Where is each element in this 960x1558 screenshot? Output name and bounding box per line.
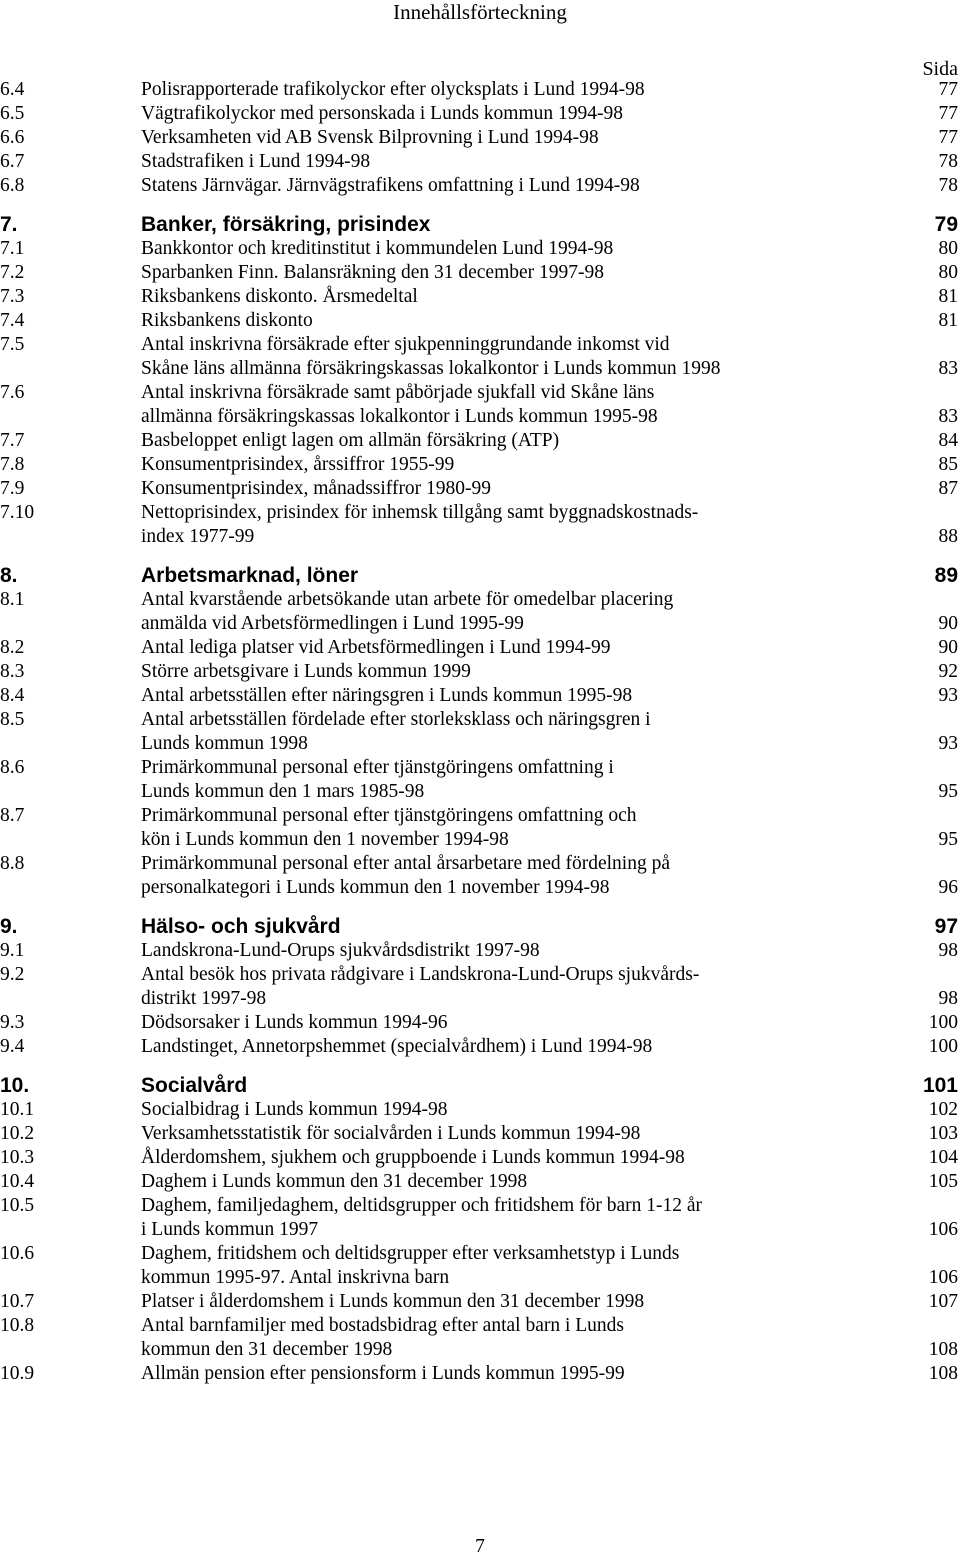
toc-entry-page: 98 <box>938 988 958 1009</box>
toc-entry-title: Lunds kommun 1998 <box>141 733 308 754</box>
toc-entry-number: 8.7 <box>0 805 25 826</box>
toc-entry-title: Antal besök hos privata rådgivare i Landskrona-Lund-Orups sjukvårds- <box>141 964 700 985</box>
toc-entry-page: 89 <box>934 564 958 587</box>
toc-entry <box>0 126 960 150</box>
toc-entry <box>0 1122 960 1146</box>
toc-entry-title: Sparbanken Finn. Balansräkning den 31 december 1997-98 <box>141 262 605 283</box>
toc-section-heading <box>0 549 960 588</box>
toc-entry-number: 8.2 <box>0 637 25 658</box>
toc-entry <box>0 261 960 285</box>
toc-entry-number: 6.5 <box>0 103 25 124</box>
toc-entry-number: 7.9 <box>0 478 25 499</box>
toc-entry <box>0 1362 960 1386</box>
toc-entry <box>0 453 960 477</box>
toc-entry-title: Lunds kommun den 1 mars 1985-98 <box>141 781 425 802</box>
toc-entry <box>0 588 960 612</box>
toc-entry-page: 87 <box>938 478 958 499</box>
toc-entry-number: 7.3 <box>0 286 25 307</box>
toc-entry-number: 7.5 <box>0 334 25 355</box>
toc-entry-number: 9.3 <box>0 1012 25 1033</box>
toc-entry-page: 84 <box>938 430 958 451</box>
toc-entry <box>0 333 960 357</box>
toc-entry-number: 7.7 <box>0 430 25 451</box>
toc-entry <box>0 1194 960 1218</box>
toc-entry <box>0 804 960 828</box>
toc-entry-number: 7.6 <box>0 382 25 403</box>
toc-entry <box>0 1290 960 1314</box>
toc-entry-title: Konsumentprisindex, årssiffror 1955-99 <box>141 454 455 475</box>
toc-entry-number: 7.2 <box>0 262 25 283</box>
toc-entry-title: Antal inskrivna försäkrade efter sjukpenninggrundande inkomst vid <box>141 334 670 355</box>
toc-entry <box>0 477 960 501</box>
toc-entry <box>0 525 960 549</box>
toc-entry-page: 108 <box>928 1363 958 1384</box>
toc-entry-number: 10.3 <box>0 1147 35 1168</box>
toc-entry-number: 10.4 <box>0 1171 35 1192</box>
toc-entry-page: 105 <box>928 1171 958 1192</box>
toc-entry-title: kommun den 31 december 1998 <box>141 1339 393 1360</box>
toc-entry-title: Riksbankens diskonto. Årsmedeltal <box>141 286 418 307</box>
toc-entry-title: Bankkontor och kreditinstitut i kommundelen Lund 1994-98 <box>141 238 614 259</box>
toc-entry-page: 96 <box>938 877 958 898</box>
toc-entry-number: 7.1 <box>0 238 25 259</box>
toc-entry-page: 95 <box>938 829 958 850</box>
toc-entry-page: 79 <box>934 213 958 236</box>
toc-entry-page: 107 <box>928 1291 958 1312</box>
toc-entry-title: Dödsorsaker i Lunds kommun 1994-96 <box>141 1012 448 1033</box>
toc-entry-title: Nettoprisindex, prisindex för inhemsk tillgång samt byggnadskostnads- <box>141 502 699 523</box>
toc-entry <box>0 405 960 429</box>
toc-entry <box>0 684 960 708</box>
toc-entry-page: 77 <box>938 127 958 148</box>
toc-entry-number: 9.2 <box>0 964 25 985</box>
toc-entry-page: 85 <box>938 454 958 475</box>
toc-entry-page: 103 <box>928 1123 958 1144</box>
toc-entry <box>0 612 960 636</box>
toc-entry-number: 10. <box>0 1074 30 1097</box>
toc-entry-page: 83 <box>938 406 958 427</box>
toc-entry <box>0 1035 960 1059</box>
toc-entry-page: 106 <box>928 1219 958 1240</box>
page-column-header: Sida <box>922 58 958 80</box>
toc-entry-page: 77 <box>938 103 958 124</box>
toc-entry-title: Landskrona-Lund-Orups sjukvårdsdistrikt 1997-98 <box>141 940 540 961</box>
toc-entry-title: Landstinget, Annetorpshemmet (specialvårdhem) i Lund 1994-98 <box>141 1036 653 1057</box>
toc-entry-title: Ålderdomshem, sjukhem och gruppboende i Lunds kommun 1994-98 <box>141 1147 685 1168</box>
toc-entry-title: Polisrapporterade trafikolyckor efter olycksplats i Lund 1994-98 <box>141 79 645 100</box>
toc-entry-title: Antal kvarstående arbetsökande utan arbete för omedelbar placering <box>141 589 674 610</box>
toc-entry <box>0 78 960 102</box>
toc-entry-page: 95 <box>938 781 958 802</box>
toc-entry-title: Antal arbetsställen fördelade efter storleksklass och näringsgren i <box>141 709 651 730</box>
toc-entry-number: 6.8 <box>0 175 25 196</box>
toc-entry <box>0 237 960 261</box>
toc-entry-number: 6.7 <box>0 151 25 172</box>
toc-entry-title: Antal inskrivna försäkrade samt påbörjade sjukfall vid Skåne läns <box>141 382 655 403</box>
toc-entry-page: 92 <box>938 661 958 682</box>
toc-entry <box>0 708 960 732</box>
toc-entry-title: Socialbidrag i Lunds kommun 1994-98 <box>141 1099 448 1120</box>
toc-entry <box>0 1011 960 1035</box>
toc-entry-page: 80 <box>938 262 958 283</box>
toc-entry <box>0 174 960 198</box>
toc-entry-page: 97 <box>934 915 958 938</box>
toc-entry-number: 7.10 <box>0 502 35 523</box>
toc-entry-number: 10.6 <box>0 1243 35 1264</box>
toc-entry-title: Banker, försäkring, prisindex <box>141 213 431 236</box>
toc-entry-number: 7.8 <box>0 454 25 475</box>
toc-entry-title: Antal arbetsställen efter näringsgren i Lunds kommun 1995-98 <box>141 685 633 706</box>
toc-entry <box>0 285 960 309</box>
toc-entry-number: 10.5 <box>0 1195 35 1216</box>
toc-entry-number: 9.1 <box>0 940 25 961</box>
toc-entry-title: Basbeloppet enligt lagen om allmän försäkring (ATP) <box>141 430 560 451</box>
toc-entry <box>0 357 960 381</box>
toc-entry <box>0 660 960 684</box>
toc-entry-number: 10.9 <box>0 1363 35 1384</box>
toc-entry-title: anmälda vid Arbetsförmedlingen i Lund 1995-99 <box>141 613 524 634</box>
toc-entry-title: Daghem, familjedaghem, deltidsgrupper och fritidshem för barn 1-12 år <box>141 1195 702 1216</box>
toc-entry-page: 104 <box>928 1147 958 1168</box>
toc-entry-title: Antal lediga platser vid Arbetsförmedlingen i Lund 1994-99 <box>141 637 611 658</box>
toc-entry-number: 8.1 <box>0 589 25 610</box>
page-number: 7 <box>475 1536 485 1557</box>
toc-entry-title: Daghem, fritidshem och deltidsgrupper efter verksamhetstyp i Lunds <box>141 1243 680 1264</box>
toc-entry-title: Primärkommunal personal efter tjänstgöringens omfattning och <box>141 805 637 826</box>
toc-entry-title: kommun 1995-97. Antal inskrivna barn <box>141 1267 450 1288</box>
toc-entry <box>0 756 960 780</box>
toc-entry <box>0 939 960 963</box>
toc-entry-title: Allmän pension efter pensionsform i Lunds kommun 1995-99 <box>141 1363 625 1384</box>
toc-entry-title: Primärkommunal personal efter tjänstgöringens omfattning i <box>141 757 614 778</box>
toc-entry-page: 80 <box>938 238 958 259</box>
toc-entry <box>0 1242 960 1266</box>
toc-entry <box>0 987 960 1011</box>
toc-entry <box>0 429 960 453</box>
toc-entry-title: Skåne läns allmänna försäkringskassas lokalkontor i Lunds kommun 1998 <box>141 358 721 379</box>
toc-entry-page: 101 <box>922 1074 958 1097</box>
toc-entry-title: kön i Lunds kommun den 1 november 1994-98 <box>141 829 509 850</box>
toc-entry-title: i Lunds kommun 1997 <box>141 1219 319 1240</box>
toc-entry-page: 93 <box>938 733 958 754</box>
toc-entry-page: 90 <box>938 637 958 658</box>
toc-entry-page: 90 <box>938 613 958 634</box>
toc-entry-title: Vägtrafikolyckor med personskada i Lunds kommun 1994-98 <box>141 103 623 124</box>
toc-entry-title: Platser i ålderdomshem i Lunds kommun den 31 december 1998 <box>141 1291 645 1312</box>
toc-entry-page: 88 <box>938 526 958 547</box>
toc-entry-title: Arbetsmarknad, löner <box>141 564 359 587</box>
toc-section-heading <box>0 1059 960 1098</box>
toc-entry-page: 81 <box>938 310 958 331</box>
toc-entry-number: 7.4 <box>0 310 25 331</box>
toc-entry-page: 93 <box>938 685 958 706</box>
toc-entry-title: Hälso- och sjukvård <box>141 915 341 938</box>
toc-entry-title: Primärkommunal personal efter antal årsarbetare med fördelning på <box>141 853 670 874</box>
toc-entry-title: distrikt 1997-98 <box>141 988 267 1009</box>
toc-entry-number: 8.6 <box>0 757 25 778</box>
toc-entry-number: 9. <box>0 915 18 938</box>
toc-entry <box>0 828 960 852</box>
table-of-contents <box>0 78 960 1386</box>
toc-entry <box>0 780 960 804</box>
toc-entry-number: 10.8 <box>0 1315 35 1336</box>
toc-entry-title: Daghem i Lunds kommun den 31 december 1998 <box>141 1171 528 1192</box>
toc-entry <box>0 1146 960 1170</box>
toc-entry <box>0 1266 960 1290</box>
toc-entry-page: 102 <box>928 1099 958 1120</box>
toc-entry-page: 81 <box>938 286 958 307</box>
toc-entry <box>0 150 960 174</box>
toc-entry-page: 83 <box>938 358 958 379</box>
toc-entry-page: 78 <box>938 151 958 172</box>
toc-entry <box>0 1170 960 1194</box>
toc-entry-title: index 1977-99 <box>141 526 255 547</box>
toc-entry-title: Statens Järnvägar. Järnvägstrafikens omfattning i Lund 1994-98 <box>141 175 640 196</box>
toc-entry-title: allmänna försäkringskassas lokalkontor i Lunds kommun 1995-98 <box>141 406 658 427</box>
toc-entry-page: 108 <box>928 1339 958 1360</box>
toc-entry-page: 78 <box>938 175 958 196</box>
page-title: Innehållsförteckning <box>393 0 567 24</box>
toc-entry <box>0 876 960 900</box>
toc-entry <box>0 1098 960 1122</box>
toc-entry-number: 8.8 <box>0 853 25 874</box>
toc-entry-number: 9.4 <box>0 1036 25 1057</box>
toc-entry-number: 6.6 <box>0 127 25 148</box>
toc-entry-number: 8.4 <box>0 685 25 706</box>
toc-entry-number: 8. <box>0 564 18 587</box>
toc-entry-title: personalkategori i Lunds kommun den 1 november 1994-98 <box>141 877 610 898</box>
toc-section-heading <box>0 900 960 939</box>
toc-entry-title: Stadstrafiken i Lund 1994-98 <box>141 151 371 172</box>
toc-entry <box>0 852 960 876</box>
toc-entry-title: Konsumentprisindex, månadssiffror 1980-99 <box>141 478 492 499</box>
toc-entry-number: 6.4 <box>0 79 25 100</box>
toc-entry-page: 100 <box>928 1012 958 1033</box>
toc-entry <box>0 381 960 405</box>
toc-entry-number: 8.5 <box>0 709 25 730</box>
toc-entry-title: Större arbetsgivare i Lunds kommun 1999 <box>141 661 471 682</box>
toc-entry-number: 8.3 <box>0 661 25 682</box>
toc-entry-page: 100 <box>928 1036 958 1057</box>
toc-entry-number: 10.2 <box>0 1123 35 1144</box>
toc-entry-title: Verksamheten vid AB Svensk Bilprovning i Lund 1994-98 <box>141 127 599 148</box>
toc-entry-page: 98 <box>938 940 958 961</box>
toc-entry-page: 106 <box>928 1267 958 1288</box>
toc-entry-page: 77 <box>938 79 958 100</box>
toc-entry-title: Antal barnfamiljer med bostadsbidrag efter antal barn i Lunds <box>141 1315 625 1336</box>
toc-entry <box>0 102 960 126</box>
toc-entry-number: 10.7 <box>0 1291 35 1312</box>
toc-entry <box>0 1218 960 1242</box>
toc-entry-title: Verksamhetsstatistik för socialvården i Lunds kommun 1994-98 <box>141 1123 641 1144</box>
toc-entry <box>0 636 960 660</box>
toc-entry-title: Socialvård <box>141 1074 248 1097</box>
toc-entry-number: 7. <box>0 213 18 236</box>
toc-entry <box>0 309 960 333</box>
toc-entry <box>0 963 960 987</box>
toc-section-heading <box>0 198 960 237</box>
toc-entry-number: 10.1 <box>0 1099 35 1120</box>
toc-entry <box>0 732 960 756</box>
toc-entry-title: Riksbankens diskonto <box>141 310 313 331</box>
toc-entry <box>0 1314 960 1338</box>
toc-entry <box>0 501 960 525</box>
toc-entry <box>0 1338 960 1362</box>
